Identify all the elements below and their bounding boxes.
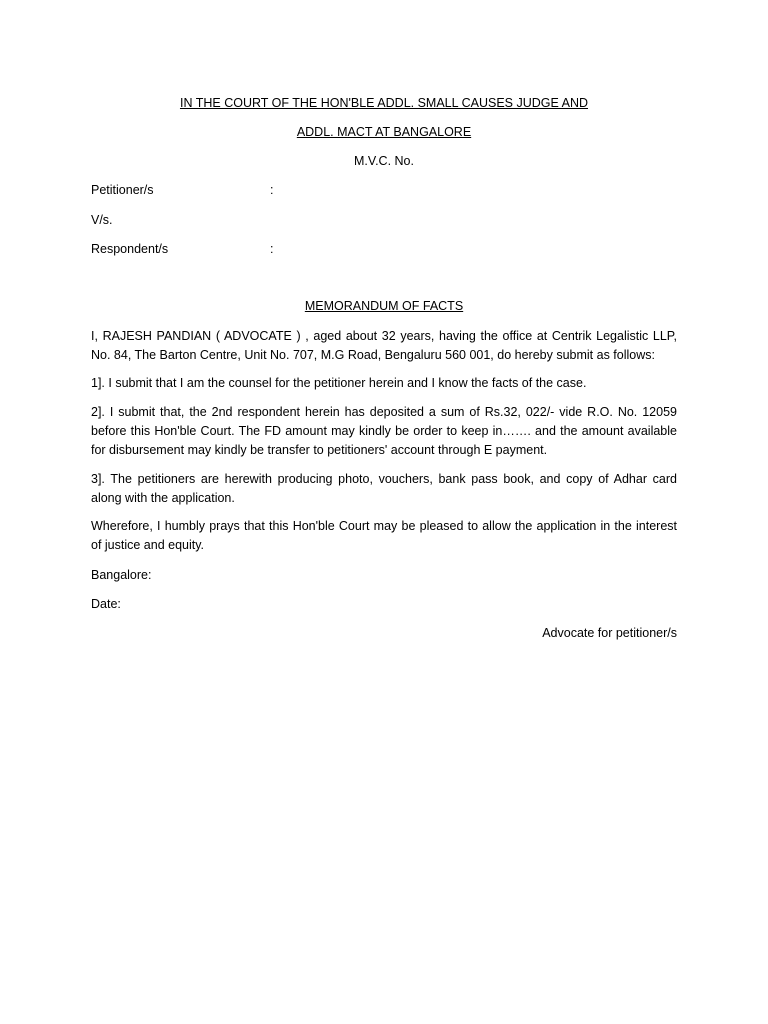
signature-line: Advocate for petitioner/s bbox=[542, 626, 677, 640]
memorandum-title: MEMORANDUM OF FACTS bbox=[304, 299, 464, 313]
court-heading-line-1: IN THE COURT OF THE HON'BLE ADDL. SMALL CAUSES JUDGE AND bbox=[179, 96, 589, 110]
intro-paragraph: I, RAJESH PANDIAN ( ADVOCATE ) , aged about 32 years, having the office at Centrik Legalistic LLP, No. 84, The Barton Centre, Unit No. 707, M.G Road, Bengaluru 560 001, do hereby submit as follows: bbox=[91, 329, 677, 362]
prayer-paragraph: Wherefore, I humbly prays that this Hon'ble Court may be pleased to allow the application in the interest of justice and equity. bbox=[91, 519, 677, 552]
place-label: Bangalore: bbox=[91, 568, 152, 582]
versus-label: V/s. bbox=[91, 213, 113, 227]
case-number: M.V.C. No. bbox=[354, 154, 414, 168]
point-2-paragraph: 2]. I submit that, the 2nd respondent herein has deposited a sum of Rs.32, 022/- vide R.O. No. 12059 before this Hon'ble Court. The FD amount may kindly be order to keep in……. and the amount available for disbursement may kindly be transfer to petitioners' account through E payment. bbox=[91, 405, 677, 457]
date-label: Date: bbox=[91, 597, 121, 611]
point-3-paragraph: 3]. The petitioners are herewith producing photo, vouchers, bank pass book, and copy of Adhar card along with the application. bbox=[91, 472, 677, 505]
court-heading-line-2: ADDL. MACT AT BANGALORE bbox=[296, 125, 472, 139]
petitioner-label: Petitioner/s bbox=[91, 183, 154, 197]
respondent-label: Respondent/s bbox=[91, 242, 169, 256]
respondent-colon: : bbox=[270, 242, 274, 256]
petitioner-colon: : bbox=[270, 183, 274, 197]
point-1-paragraph: 1]. I submit that I am the counsel for the petitioner herein and I know the facts of the case. bbox=[91, 376, 587, 390]
